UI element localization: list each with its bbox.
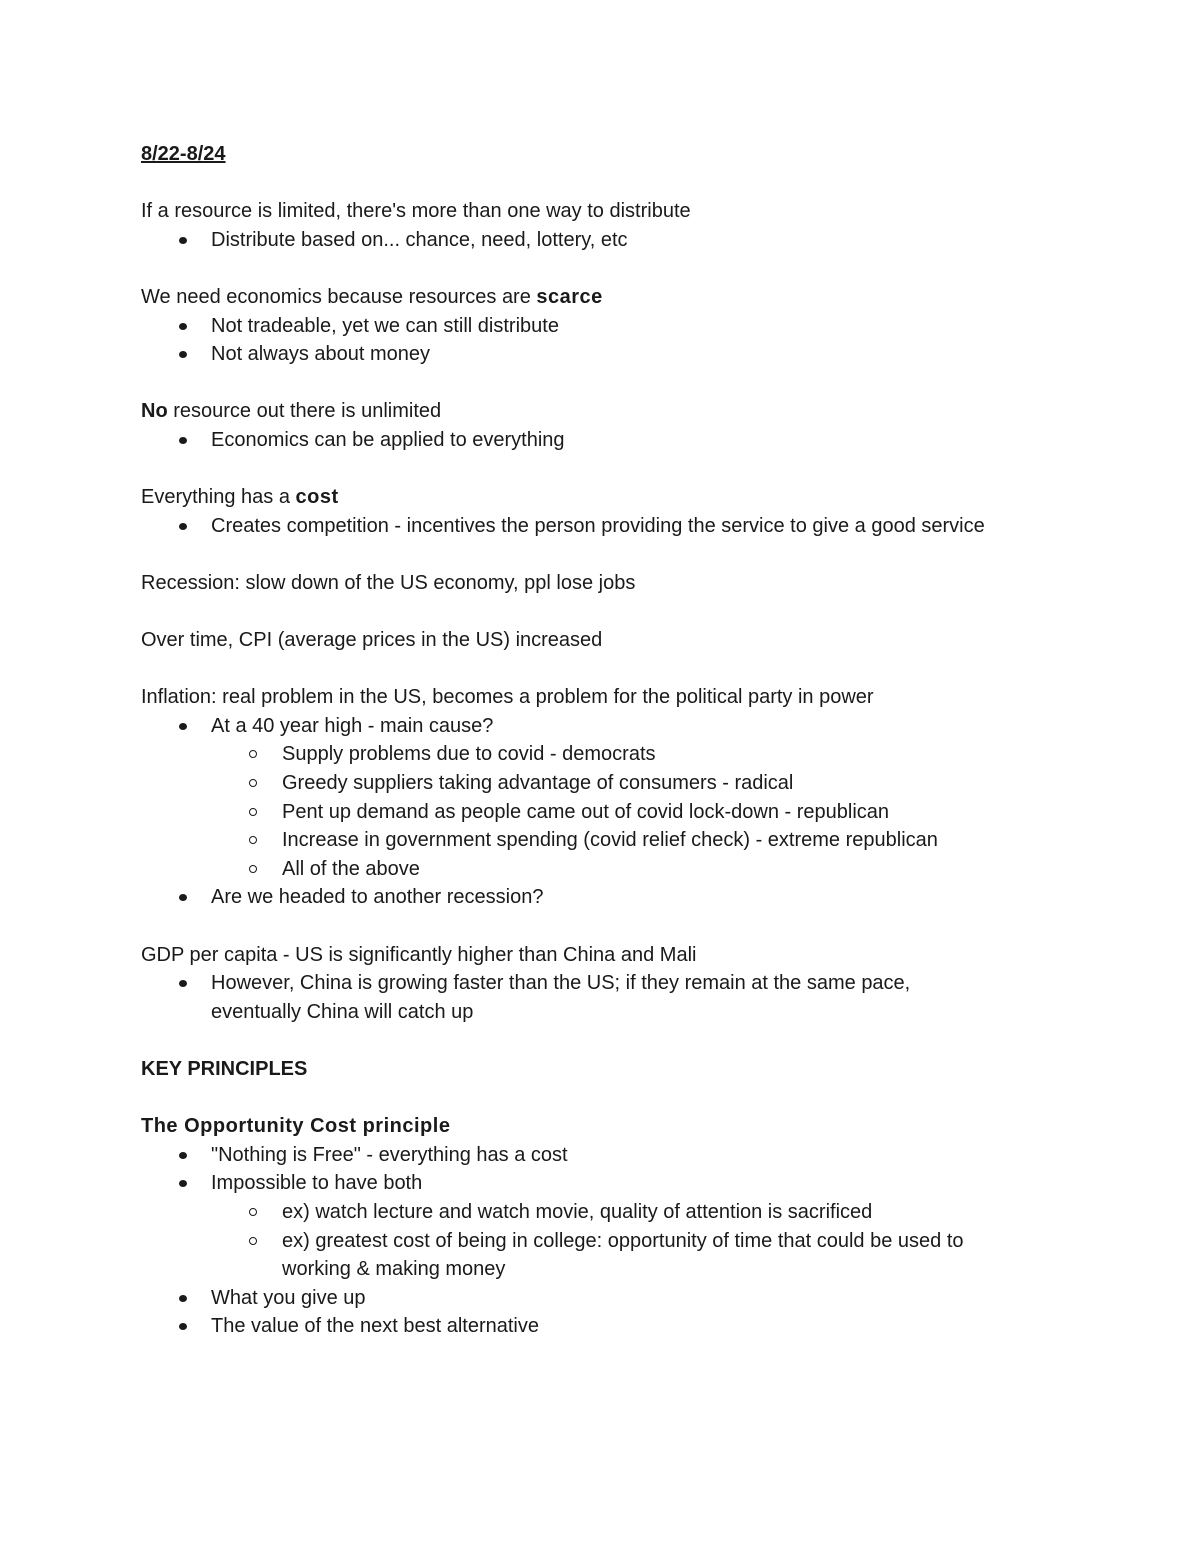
paragraph-cpi: Over time, CPI (average prices in the US) increased	[141, 629, 603, 652]
paragraph-limited-resource: If a resource is limited, there's more than one way to distribute	[141, 200, 691, 223]
sub-list-item: Pent up demand as people came out of covid lock-down - republican	[141, 798, 1081, 827]
principle-title: The Opportunity Cost principle	[141, 1115, 451, 1138]
bullet-icon	[179, 437, 187, 444]
list-item: Impossible to have both	[141, 1169, 1081, 1198]
list-item: What you give up	[141, 1284, 1081, 1313]
bullet-icon	[179, 894, 187, 901]
bullet-icon	[179, 323, 187, 330]
sub-list-item: ex) watch lecture and watch movie, quality of attention is sacrificed	[141, 1198, 1081, 1227]
bold-term: scarce	[536, 285, 603, 308]
list-item: Not always about money	[141, 340, 1081, 369]
circle-bullet-icon	[249, 779, 257, 787]
bullet-icon	[179, 723, 187, 730]
list-item: Not tradeable, yet we can still distribute	[141, 312, 1081, 341]
list-item: However, China is growing faster than the US; if they remain at the same pace,	[141, 969, 1081, 998]
paragraph-inflation: Inflation: real problem in the US, becomes a problem for the political party in power	[141, 686, 874, 709]
paragraph-cost: Everything has a cost	[141, 486, 339, 509]
sub-list-item-continuation: working & making money	[282, 1258, 506, 1281]
paragraph-unlimited: No resource out there is unlimited	[141, 400, 442, 423]
list-item-continuation: eventually China will catch up	[211, 1000, 474, 1023]
list-item: The value of the next best alternative	[141, 1312, 1081, 1341]
sub-list-item: Supply problems due to covid - democrats	[141, 740, 1081, 769]
document-page	[141, 140, 1081, 1341]
bullet-icon	[179, 1180, 187, 1187]
bullet-icon	[179, 237, 187, 244]
list-item: Economics can be applied to everything	[141, 426, 1081, 455]
paragraph-recession: Recession: slow down of the US economy, ppl lose jobs	[141, 571, 636, 594]
bullet-icon	[179, 351, 187, 358]
list-item: Are we headed to another recession?	[141, 883, 1081, 912]
bullet-icon	[179, 1152, 187, 1159]
sub-list-item: All of the above	[141, 855, 1081, 884]
bullet-icon	[179, 523, 187, 530]
date-heading: 8/22-8/24	[141, 143, 226, 165]
list-item: Distribute based on... chance, need, lottery, etc	[141, 226, 1081, 255]
section-heading: KEY PRINCIPLES	[141, 1058, 308, 1080]
bullet-icon	[179, 980, 187, 987]
sub-list-item: Increase in government spending (covid relief check) - extreme republican	[141, 826, 1081, 855]
paragraph-scarce: We need economics because resources are scarce	[141, 285, 603, 308]
bold-term: No	[141, 400, 168, 423]
list-item: Creates competition - incentives the person providing the service to give a good service	[141, 512, 1081, 541]
list-item: At a 40 year high - main cause?	[141, 712, 1081, 741]
circle-bullet-icon	[249, 1208, 257, 1216]
circle-bullet-icon	[249, 836, 257, 844]
bullet-icon	[179, 1323, 187, 1330]
sub-list-item: ex) greatest cost of being in college: opportunity of time that could be used to	[141, 1227, 1081, 1256]
circle-bullet-icon	[249, 865, 257, 873]
circle-bullet-icon	[249, 808, 257, 816]
list-item: "Nothing is Free" - everything has a cost	[141, 1141, 1081, 1170]
paragraph-gdp: GDP per capita - US is significantly higher than China and Mali	[141, 943, 697, 966]
circle-bullet-icon	[249, 750, 257, 758]
circle-bullet-icon	[249, 1237, 257, 1245]
bold-term: cost	[295, 486, 339, 509]
sub-list-item: Greedy suppliers taking advantage of consumers - radical	[141, 769, 1081, 798]
bullet-icon	[179, 1295, 187, 1302]
